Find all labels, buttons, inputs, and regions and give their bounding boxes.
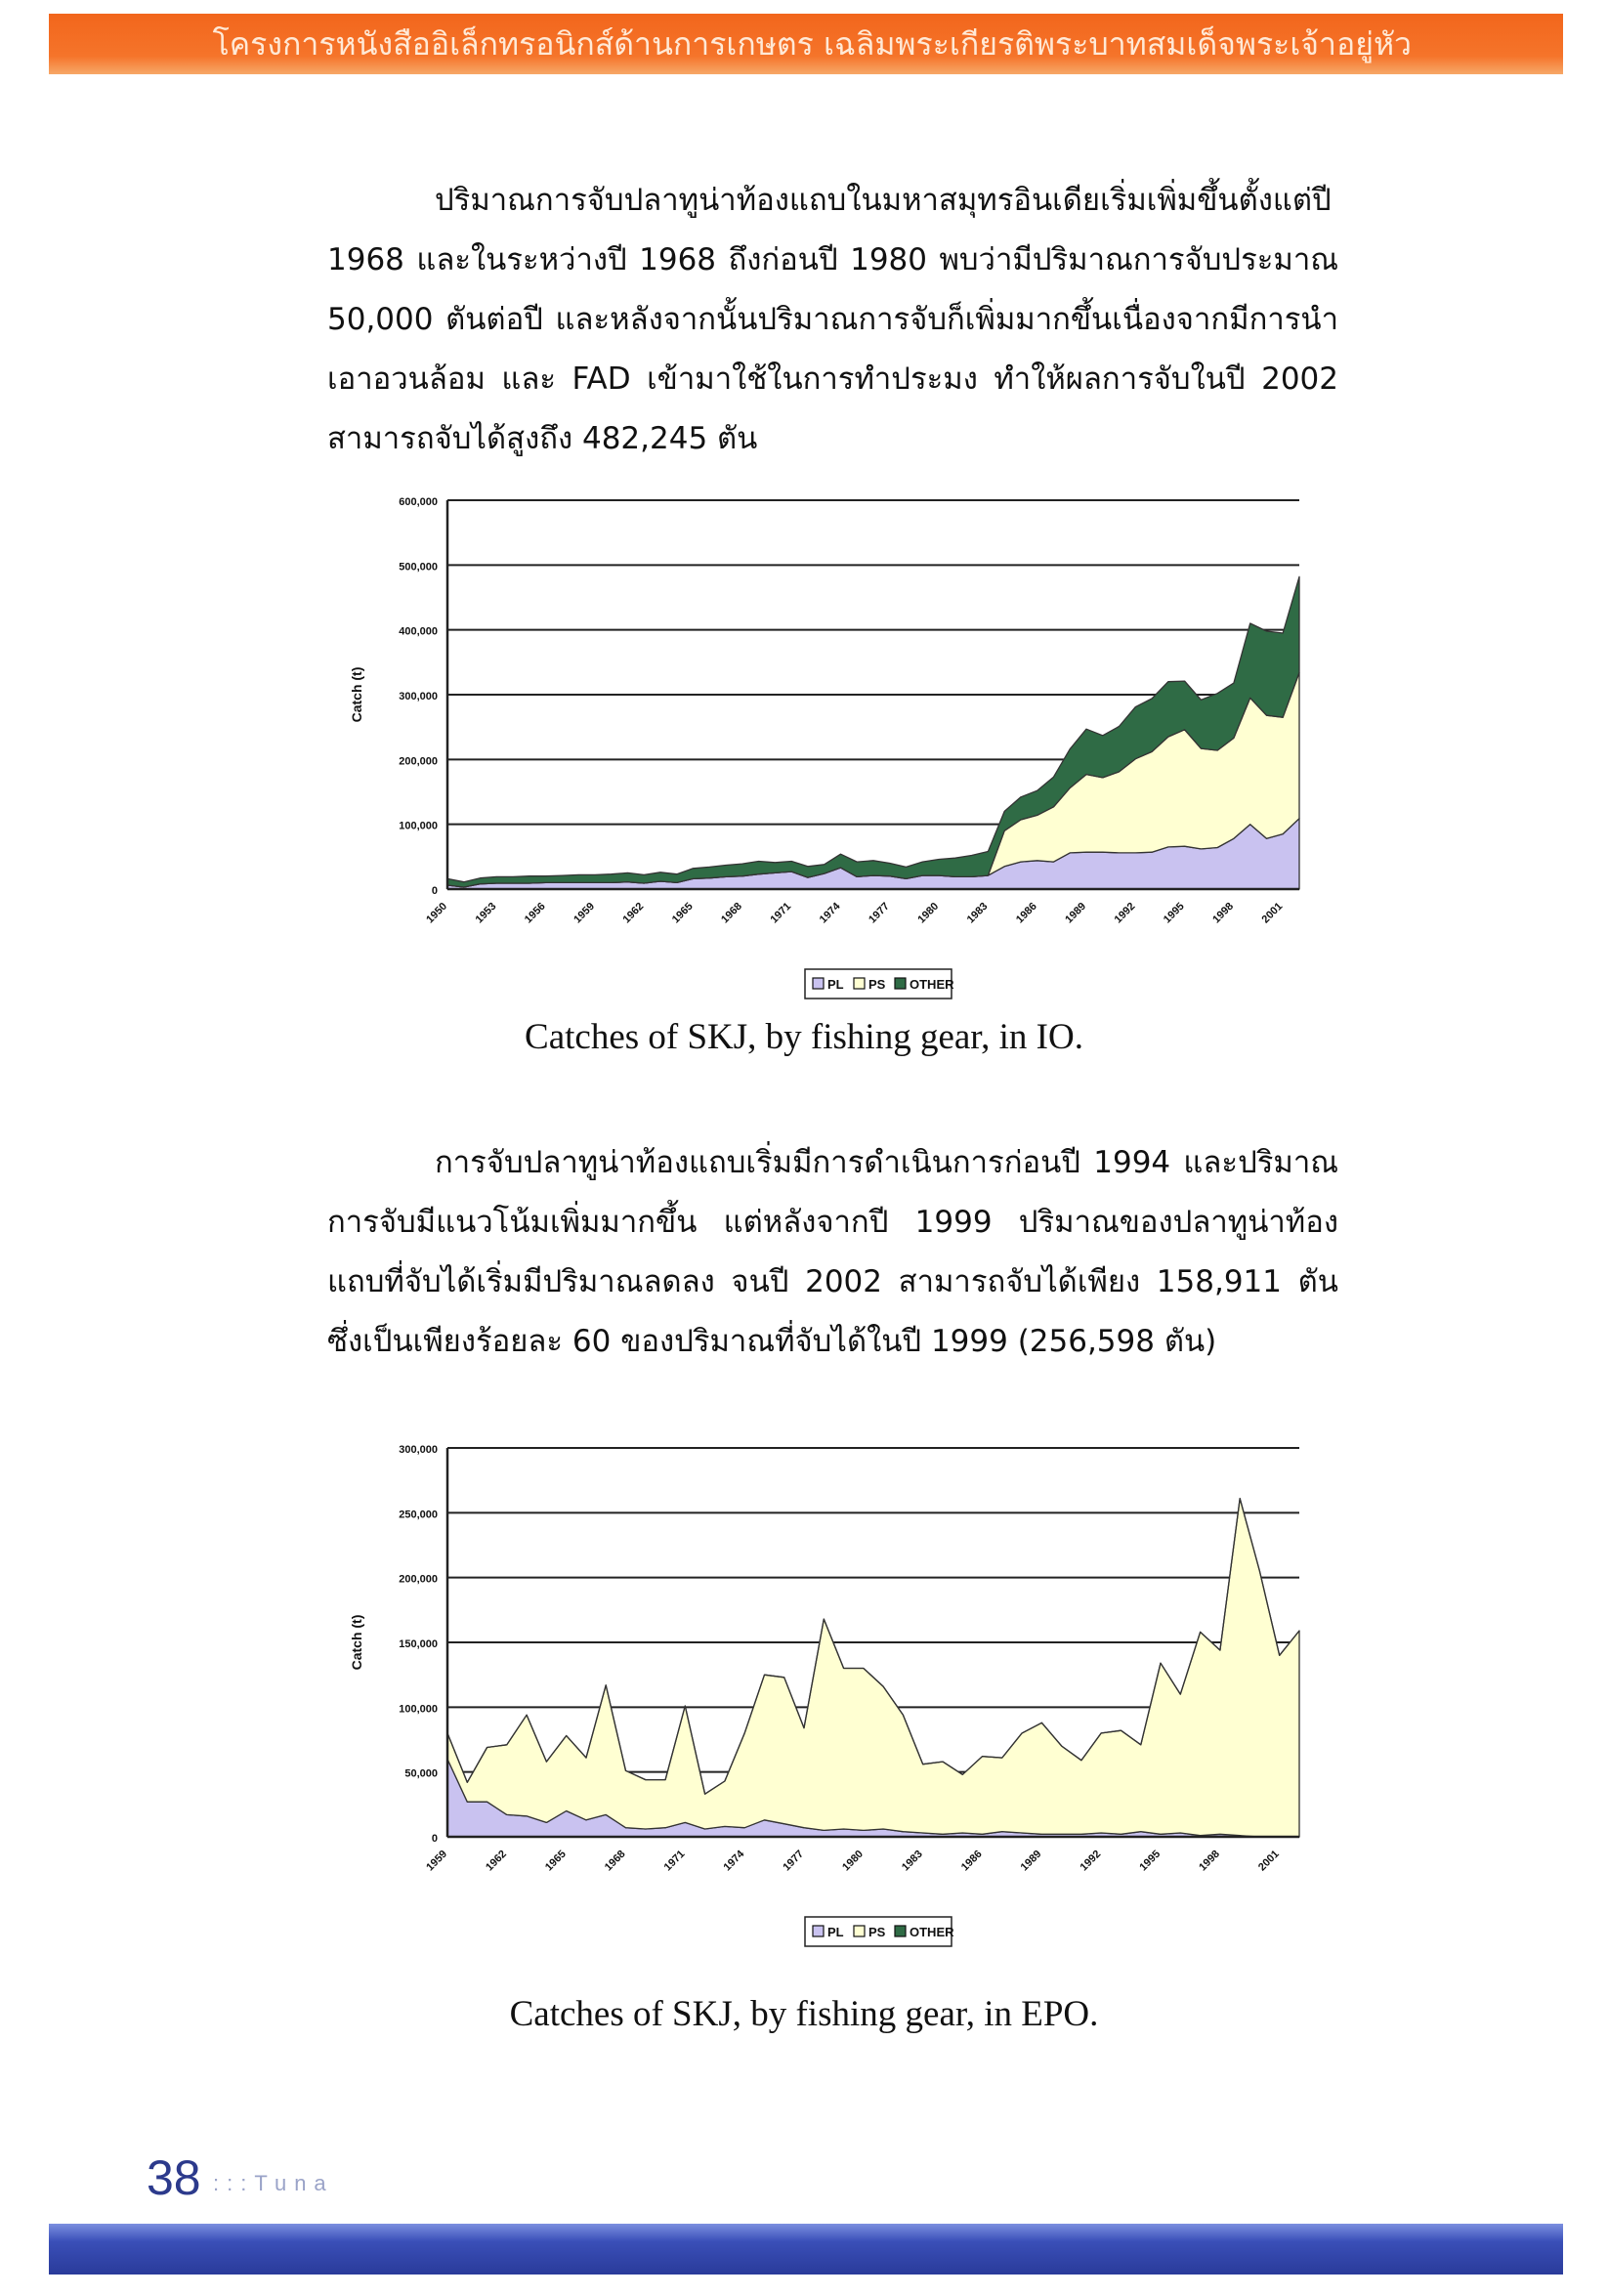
io-legend-swatch-ps: [854, 978, 865, 989]
io-ytick-label: 400,000: [399, 625, 438, 638]
io-xtick-label: 1971: [768, 900, 794, 926]
epo-xtick-label: 2001: [1256, 1848, 1282, 1874]
io-ytick-label: 300,000: [399, 691, 438, 702]
epo-xtick-label: 1980: [840, 1848, 866, 1874]
epo-ytick-label: 50,000: [404, 1767, 438, 1780]
io-ytick-label: 500,000: [399, 561, 438, 574]
epo-xtick-label: 1965: [542, 1848, 569, 1874]
epo-legend-label-pl: PL: [827, 1925, 844, 1939]
paragraph-1: [327, 171, 1338, 469]
io-ytick-label: 100,000: [399, 820, 438, 832]
epo-ytick-label: 250,000: [399, 1509, 438, 1521]
header-banner: โครงการหนังสืออิเล็กทรอนิกส์ด้านการเกษตร เฉลิมพระเกียรติพระบาทสมเด็จพระเจ้าอยู่หัว: [49, 14, 1563, 74]
epo-xtick-label: 1971: [661, 1848, 688, 1874]
io-legend-swatch-other: [895, 978, 906, 989]
epo-ylabel: Catch (t): [349, 1614, 364, 1671]
io-xtick-label: 1956: [522, 900, 548, 926]
io-ytick-label: 600,000: [399, 496, 438, 508]
epo-legend-swatch-ps: [854, 1926, 865, 1936]
io-xtick-label: 1998: [1210, 900, 1237, 926]
epo-series-ps: [447, 1499, 1299, 1837]
io-ytick-label: 0: [431, 885, 438, 897]
epo-legend-swatch-other: [895, 1926, 906, 1936]
epo-xtick-label: 1995: [1137, 1848, 1164, 1874]
io-legend-label-other: OTHER: [910, 977, 954, 992]
epo-xtick-label: 1968: [602, 1848, 628, 1874]
io-xtick-label: 1965: [669, 900, 696, 926]
epo-ytick-label: 300,000: [399, 1444, 438, 1456]
io-xtick-label: 1974: [817, 900, 843, 926]
epo-ytick-label: 150,000: [399, 1638, 438, 1650]
chart-epo: [332, 1426, 1329, 1954]
running-title: :::Tuna: [213, 2171, 334, 2195]
io-ylabel: Catch (t): [349, 666, 364, 723]
io-xtick-label: 1989: [1063, 900, 1089, 926]
epo-xtick-label: 1989: [1018, 1848, 1044, 1874]
epo-ytick-label: 100,000: [399, 1703, 438, 1716]
epo-xtick-label: 1998: [1197, 1848, 1223, 1874]
io-xtick-label: 1992: [1112, 900, 1138, 926]
io-legend-label-pl: PL: [827, 977, 844, 992]
page-number: 38: [147, 2150, 201, 2205]
epo-xtick-label: 1977: [781, 1848, 807, 1874]
chart-io: [332, 479, 1329, 1006]
paragraph-2: [327, 1133, 1338, 1372]
io-xtick-label: 1953: [473, 900, 499, 926]
io-xtick-label: 1983: [964, 900, 991, 926]
io-xtick-label: 1959: [571, 900, 598, 926]
io-xtick-label: 1995: [1161, 900, 1187, 926]
caption-epo: Catches of SKJ, by fishing gear, in EPO.: [509, 1994, 1099, 2034]
io-ytick-label: 200,000: [399, 755, 438, 768]
epo-xtick-label: 1983: [900, 1848, 925, 1874]
epo-xtick-label: 1959: [424, 1848, 450, 1874]
epo-ytick-label: 0: [431, 1833, 438, 1845]
io-legend-label-ps: PS: [868, 977, 886, 992]
io-xtick-label: 1950: [424, 900, 450, 926]
caption-io: Catches of SKJ, by fishing gear, in IO.: [525, 1017, 1083, 1057]
io-xtick-label: 2001: [1259, 900, 1286, 926]
io-xtick-label: 1986: [1014, 900, 1039, 926]
io-xtick-label: 1980: [915, 900, 942, 926]
epo-legend-label-ps: PS: [868, 1925, 886, 1939]
epo-xtick-label: 1974: [721, 1848, 747, 1874]
epo-legend-label-other: OTHER: [910, 1925, 954, 1939]
footer-bar: [49, 2224, 1563, 2275]
epo-xtick-label: 1992: [1078, 1848, 1104, 1874]
paragraph-1-text: ปริมาณการจับปลาทูน่าท้องแถบในมหาสมุทรอินเดียเริ่มเพิ่มขึ้นตั้งแต่ปี 1968 และในระหว่างปี 1968 ถึงก่อนปี 1980 พบว่ามีปริมาณการจับประมาณ 50,000 ตันต่อปี และหลังจากนั้นปริมาณการจับก็เพิ่มมากขึ้นเนื่องจากมีการนำเอาอวนล้อม และ FAD เข้ามาใช้ในการทำประมง ทำให้ผลการจับในปี 2002 สามารถจับได้สูงถึง 482,245 ตัน: [327, 183, 1338, 456]
io-xtick-label: 1962: [620, 900, 647, 926]
epo-xtick-label: 1962: [484, 1848, 509, 1874]
epo-xtick-label: 1986: [958, 1848, 985, 1874]
io-legend-swatch-pl: [813, 978, 824, 989]
epo-legend-swatch-pl: [813, 1926, 824, 1936]
epo-ytick-label: 200,000: [399, 1573, 438, 1586]
io-xtick-label: 1977: [867, 900, 892, 926]
io-xtick-label: 1968: [719, 900, 744, 926]
paragraph-2-text: การจับปลาทูน่าท้องแถบเริ่มมีการดำเนินการก่อนปี 1994 และปริมาณการจับมีแนวโน้มเพิ่มมากขึ้น แต่หลังจากปี 1999 ปริมาณของปลาทูน่าท้องแถบที่จับได้เริ่มมีปริมาณลดลง จนปี 2002 สามารถจับได้เพียง 158,911 ตัน ซึ่งเป็นเพียงร้อยละ 60 ของปริมาณที่จับได้ในปี 1999 (256,598 ตัน): [327, 1145, 1338, 1359]
